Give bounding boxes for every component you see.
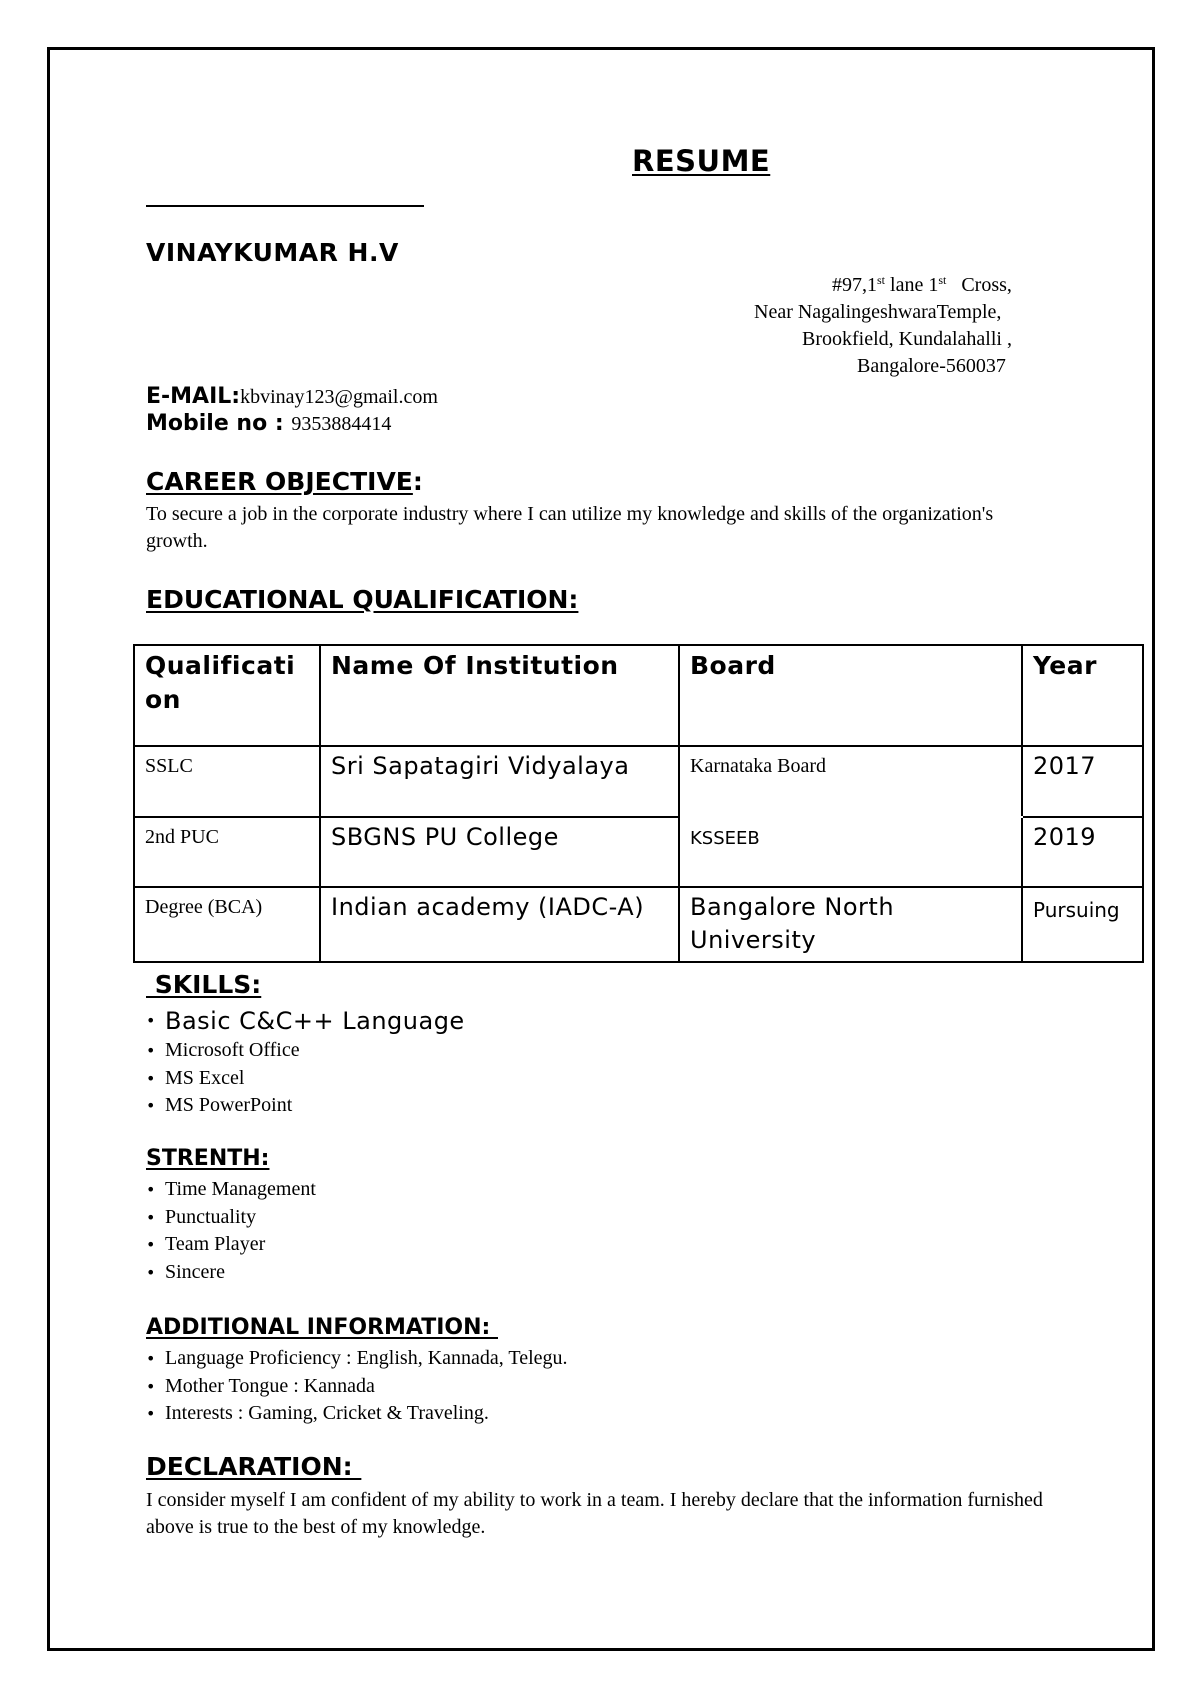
board-cell: KSSEEB bbox=[679, 817, 1022, 887]
list-item: • Sincere bbox=[146, 1259, 316, 1287]
list-item: • Basic C&C++ Language bbox=[146, 1005, 465, 1037]
table-row bbox=[134, 746, 1143, 817]
list-item: • Language Proficiency : English, Kannada, Telegu. bbox=[146, 1345, 568, 1373]
career-heading-text: CAREER OBJECTIVE bbox=[146, 467, 413, 496]
list-item: • MS Excel bbox=[146, 1065, 465, 1093]
list-item: • Time Management bbox=[146, 1176, 316, 1204]
list-item: • MS PowerPoint bbox=[146, 1092, 465, 1120]
additional-info-list bbox=[146, 1345, 568, 1428]
board-cell: Karnataka Board bbox=[679, 746, 1022, 817]
list-item: • Punctuality bbox=[146, 1204, 316, 1232]
email-value: kbvinay123@gmail.com bbox=[240, 386, 438, 408]
mobile-label: Mobile no : bbox=[146, 411, 292, 436]
list-item: • Team Player bbox=[146, 1231, 316, 1259]
mobile-value: 9353884414 bbox=[291, 413, 392, 435]
email-line bbox=[146, 384, 438, 409]
additional-info-heading: ADDITIONAL INFORMATION: bbox=[146, 1315, 498, 1340]
address-lane: lane 1 bbox=[885, 274, 939, 296]
mobile-line bbox=[146, 411, 391, 436]
column-header-year: Year bbox=[1022, 645, 1143, 746]
board-cell: Bangalore North University bbox=[679, 887, 1022, 962]
column-header-board: Board bbox=[679, 645, 1022, 746]
table-row bbox=[134, 817, 1143, 887]
education-heading: EDUCATIONAL QUALIFICATION: bbox=[146, 585, 579, 614]
address-line-4: Bangalore-560037 bbox=[857, 355, 1006, 377]
strength-list bbox=[146, 1176, 316, 1286]
address-cross: Cross, bbox=[946, 274, 1012, 296]
address-line-3: Brookfield, Kundalahalli , bbox=[802, 328, 1012, 350]
career-objective-heading bbox=[146, 467, 423, 496]
institution-cell: Sri Sapatagiri Vidyalaya bbox=[320, 746, 679, 817]
candidate-name: VINAYKUMAR H.V bbox=[146, 238, 399, 267]
address-house: #97,1 bbox=[832, 274, 877, 296]
column-header-institution: Name Of Institution bbox=[320, 645, 679, 746]
title-rule bbox=[146, 205, 424, 207]
year-cell: 2017 bbox=[1022, 746, 1143, 817]
list-item: • Microsoft Office bbox=[146, 1037, 465, 1065]
table-row bbox=[134, 887, 1143, 962]
qualification-cell: Degree (BCA) bbox=[134, 887, 320, 962]
year-cell: 2019 bbox=[1022, 817, 1143, 887]
education-table bbox=[133, 644, 1144, 963]
institution-cell: Indian academy (IADC-A) bbox=[320, 887, 679, 962]
skills-list bbox=[146, 1005, 465, 1120]
year-cell: Pursuing bbox=[1022, 887, 1143, 962]
resume-title: RESUME bbox=[632, 144, 771, 178]
table-header-row bbox=[134, 645, 1143, 746]
institution-cell: SBGNS PU College bbox=[320, 817, 679, 887]
skills-heading: SKILLS: bbox=[146, 970, 262, 999]
declaration-text: I consider myself I am confident of my ability to work in a team. I hereby declare that the information furnished above is true to the best of my knowledge. bbox=[146, 1489, 1043, 1538]
qualification-cell: 2nd PUC bbox=[134, 817, 320, 887]
qualification-cell: SSLC bbox=[134, 746, 320, 817]
address-line-1 bbox=[832, 274, 1012, 297]
list-item: • Mother Tongue : Kannada bbox=[146, 1373, 568, 1401]
list-item: • Interests : Gaming, Cricket & Traveling. bbox=[146, 1400, 568, 1428]
career-heading-colon: : bbox=[412, 467, 423, 496]
address-sup-1: st bbox=[877, 273, 886, 287]
declaration-heading: DECLARATION: bbox=[146, 1452, 362, 1481]
address-sup-2: st bbox=[938, 273, 947, 287]
column-header-qualification: Qualificati on bbox=[134, 645, 320, 746]
email-label: E-MAIL: bbox=[146, 384, 241, 409]
career-objective-text: To secure a job in the corporate industry where I can utilize my knowledge and skills of the organization's growth. bbox=[146, 503, 994, 552]
strength-heading: STRENTH: bbox=[146, 1146, 270, 1171]
address-line-2: Near NagalingeshwaraTemple, bbox=[754, 301, 1002, 323]
